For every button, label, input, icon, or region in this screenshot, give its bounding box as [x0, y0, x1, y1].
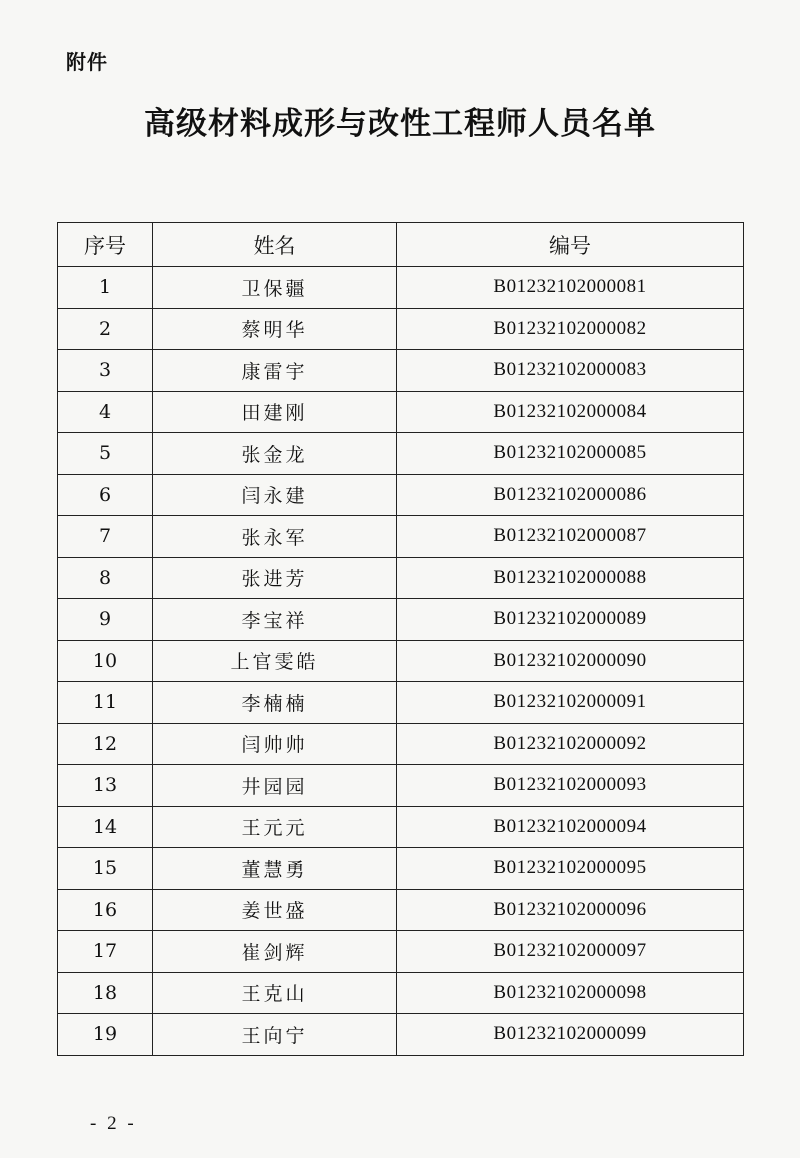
row-code: B01232102000090 — [397, 640, 744, 682]
row-code: B01232102000099 — [397, 1014, 744, 1056]
row-code: B01232102000092 — [397, 723, 744, 765]
row-name: 田建刚 — [153, 391, 397, 433]
table-row — [58, 433, 744, 475]
row-index: 15 — [58, 848, 153, 890]
table-row — [58, 848, 744, 890]
row-code: B01232102000081 — [397, 267, 744, 309]
row-name: 闫永建 — [153, 474, 397, 516]
row-code: B01232102000088 — [397, 557, 744, 599]
table-row — [58, 516, 744, 558]
table-row — [58, 557, 744, 599]
row-name: 李宝祥 — [153, 599, 397, 641]
page-number: - 2 - — [90, 1113, 137, 1134]
table-body — [58, 267, 744, 1056]
row-name: 崔剑辉 — [153, 931, 397, 973]
row-index: 7 — [58, 516, 153, 558]
row-code: B01232102000083 — [397, 350, 744, 392]
row-name: 王向宁 — [153, 1014, 397, 1056]
row-code: B01232102000098 — [397, 972, 744, 1014]
row-code: B01232102000096 — [397, 889, 744, 931]
row-index: 5 — [58, 433, 153, 475]
table-row — [58, 391, 744, 433]
row-name: 张永军 — [153, 516, 397, 558]
table-row — [58, 599, 744, 641]
row-index: 19 — [58, 1014, 153, 1056]
row-index: 2 — [58, 308, 153, 350]
row-name: 董慧勇 — [153, 848, 397, 890]
row-index: 3 — [58, 350, 153, 392]
row-name: 井园园 — [153, 765, 397, 807]
row-index: 11 — [58, 682, 153, 724]
row-name: 卫保疆 — [153, 267, 397, 309]
row-name: 康雷宇 — [153, 350, 397, 392]
row-index: 6 — [58, 474, 153, 516]
row-name: 上官雯皓 — [153, 640, 397, 682]
table-row — [58, 682, 744, 724]
row-name: 闫帅帅 — [153, 723, 397, 765]
row-index: 12 — [58, 723, 153, 765]
table-row — [58, 889, 744, 931]
table-row — [58, 931, 744, 973]
table-row — [58, 806, 744, 848]
row-code: B01232102000087 — [397, 516, 744, 558]
row-name: 王元元 — [153, 806, 397, 848]
row-code: B01232102000093 — [397, 765, 744, 807]
table-row — [58, 350, 744, 392]
table-row — [58, 723, 744, 765]
row-index: 4 — [58, 391, 153, 433]
table-row — [58, 640, 744, 682]
table-row — [58, 972, 744, 1014]
table-header-row — [58, 223, 744, 267]
row-code: B01232102000084 — [397, 391, 744, 433]
row-index: 13 — [58, 765, 153, 807]
row-index: 1 — [58, 267, 153, 309]
personnel-table — [57, 222, 744, 1056]
row-code: B01232102000097 — [397, 931, 744, 973]
row-name: 王克山 — [153, 972, 397, 1014]
table-row — [58, 308, 744, 350]
header-index: 序号 — [58, 223, 153, 267]
row-name: 张进芳 — [153, 557, 397, 599]
table-row — [58, 474, 744, 516]
attachment-label: 附件 — [66, 50, 108, 74]
table-row — [58, 267, 744, 309]
row-code: B01232102000086 — [397, 474, 744, 516]
table-row — [58, 1014, 744, 1056]
row-index: 18 — [58, 972, 153, 1014]
row-code: B01232102000091 — [397, 682, 744, 724]
table-row — [58, 765, 744, 807]
row-code: B01232102000089 — [397, 599, 744, 641]
row-name: 姜世盛 — [153, 889, 397, 931]
row-index: 9 — [58, 599, 153, 641]
row-name: 李楠楠 — [153, 682, 397, 724]
row-index: 10 — [58, 640, 153, 682]
header-name: 姓名 — [153, 223, 397, 267]
row-code: B01232102000082 — [397, 308, 744, 350]
page-title: 高级材料成形与改性工程师人员名单 — [144, 106, 656, 142]
row-index: 17 — [58, 931, 153, 973]
row-index: 8 — [58, 557, 153, 599]
row-index: 16 — [58, 889, 153, 931]
row-code: B01232102000095 — [397, 848, 744, 890]
header-code: 编号 — [397, 223, 744, 267]
row-code: B01232102000094 — [397, 806, 744, 848]
row-name: 张金龙 — [153, 433, 397, 475]
row-name: 蔡明华 — [153, 308, 397, 350]
row-index: 14 — [58, 806, 153, 848]
row-code: B01232102000085 — [397, 433, 744, 475]
